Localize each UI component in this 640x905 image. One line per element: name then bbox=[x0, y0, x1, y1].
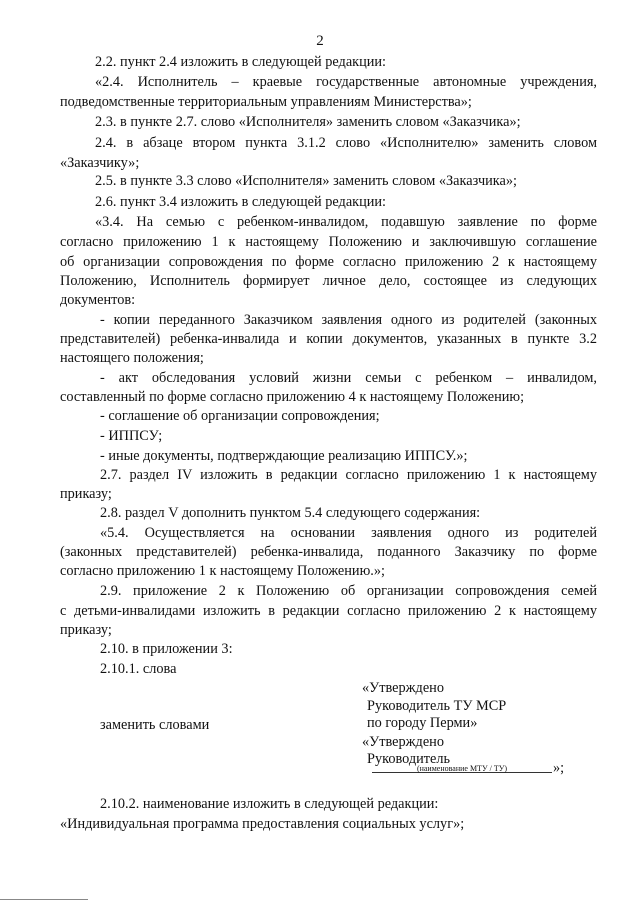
paragraph-line: 2.10. в приложении 3: bbox=[100, 641, 233, 657]
footer-rule bbox=[0, 899, 88, 900]
paragraph-line: 2.10.1. слова bbox=[100, 661, 177, 677]
stamp-closing-mark: »; bbox=[553, 760, 565, 776]
stamp-new-line: «Утверждено bbox=[362, 734, 444, 750]
paragraph-line: 2.6. пункт 3.4 изложить в следующей редакции: bbox=[95, 194, 387, 210]
paragraph-line: 2.8. раздел V дополнить пунктом 5.4 следующего содержания: bbox=[100, 505, 481, 521]
paragraph-line: 2.4. в абзаце втором пункта 3.1.2 слово «Исполнителю» заменить словом bbox=[95, 135, 597, 151]
paragraph-line: 2.7. раздел IV изложить в редакции согласно приложению 1 к настоящему bbox=[100, 467, 597, 483]
paragraph-line: (законных представителей) ребенка-инвалида, поданного Заказчику по форме bbox=[60, 544, 597, 560]
paragraph-line: - иные документы, подтверждающие реализацию ИППСУ.»; bbox=[100, 448, 468, 464]
paragraph-line: 2.3. в пункте 2.7. слово «Исполнителя» заменить словом «Заказчика»; bbox=[95, 114, 521, 130]
stamp-old-line: по городу Перми» bbox=[367, 715, 478, 731]
paragraph-line: с детьми-инвалидами изложить в редакции согласно приложению 2 к настоящему bbox=[60, 603, 597, 619]
paragraph-line: «5.4. Осуществляется на основании заявления одного из родителей bbox=[100, 525, 597, 541]
signature-caption: (наименование МТУ / ТУ) bbox=[416, 764, 508, 773]
paragraph-line: об организации сопровождения по форме согласно приложению 2 к настоящему bbox=[60, 254, 597, 270]
paragraph-line: «3.4. На семью с ребенком-инвалидом, подавшую заявление по форме bbox=[95, 214, 597, 230]
stamp-old-line: «Утверждено bbox=[362, 680, 444, 696]
paragraph-line: согласно приложению 1 к настоящему Положению и заключившую соглашение bbox=[60, 234, 597, 250]
paragraph-line: приказу; bbox=[60, 486, 112, 502]
paragraph-line: «Заказчику»; bbox=[60, 155, 140, 171]
stamp-new-line: Руководитель bbox=[367, 751, 451, 767]
paragraph-line: «2.4. Исполнитель – краевые государственные автономные учреждения, bbox=[95, 74, 597, 90]
paragraph-line: представителей) ребенка-инвалида и копии документов, указанных в пункте 3.2 bbox=[60, 331, 597, 347]
paragraph-line: согласно приложению 1 к настоящему Положению.»; bbox=[60, 563, 385, 579]
paragraph-line: настоящего положения; bbox=[60, 350, 204, 366]
paragraph-line: подведомственные территориальным управлениям Министерства»; bbox=[60, 94, 472, 110]
paragraph-line: заменить словами bbox=[100, 717, 210, 733]
stamp-old-line: Руководитель ТУ МСР bbox=[367, 698, 507, 714]
paragraph-line: - копии переданного Заказчиком заявления одного из родителей (законных bbox=[100, 312, 597, 328]
paragraph-line: - ИППСУ; bbox=[100, 428, 163, 444]
page-number: 2 bbox=[316, 33, 324, 49]
paragraph-line: - соглашение об организации сопровождения; bbox=[100, 408, 380, 424]
paragraph-line: Положению, Исполнитель формирует личное дело, состоящее из следующих bbox=[60, 273, 597, 289]
paragraph-line: приказу; bbox=[60, 622, 112, 638]
paragraph-line: 2.10.2. наименование изложить в следующей редакции: bbox=[100, 796, 439, 812]
paragraph-line: «Индивидуальная программа предоставления социальных услуг»; bbox=[60, 816, 465, 832]
paragraph-line: составленный по форме согласно приложению 4 к настоящему Положению; bbox=[60, 389, 525, 405]
paragraph-line: 2.2. пункт 2.4 изложить в следующей редакции: bbox=[95, 54, 387, 70]
paragraph-line: - акт обследования условий жизни семьи с ребенком – инвалидом, bbox=[100, 370, 597, 386]
paragraph-line: 2.9. приложение 2 к Положению об организации сопровождения семей bbox=[100, 583, 597, 599]
paragraph-line: документов: bbox=[60, 292, 136, 308]
paragraph-line: 2.5. в пункте 3.3 слово «Исполнителя» заменить словом «Заказчика»; bbox=[95, 173, 518, 189]
